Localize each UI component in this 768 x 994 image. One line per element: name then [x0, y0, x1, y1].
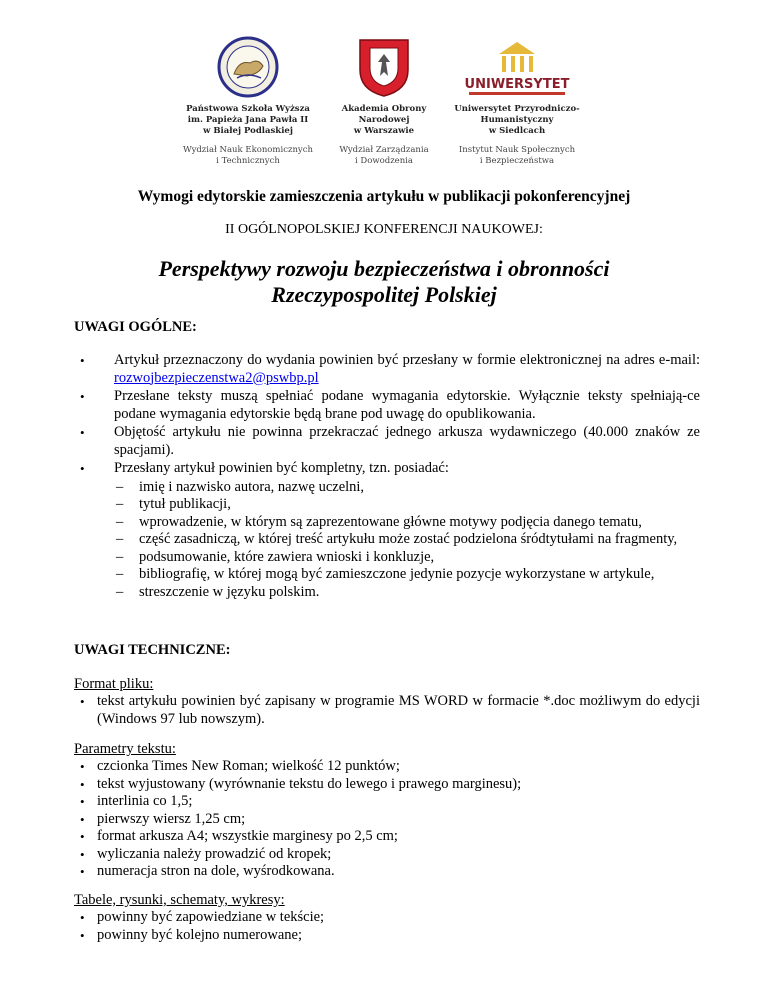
conference-title-line2: Rzeczypospolitej Polskiej: [271, 282, 497, 307]
uph-wordmark-icon: [461, 36, 573, 98]
list-item: • tekst artykułu powinien być zapisany w programie MS WORD w formacie *.doc możliwym do edycji (Windows 97 lub nowszym).: [74, 693, 700, 728]
technical-heading: UWAGI TECHNICZNE:: [74, 642, 231, 658]
logo2-line1: Akademia Obrony: [341, 104, 427, 114]
logo-uph: [442, 36, 592, 167]
tables-list: [74, 909, 700, 944]
sub-list-item: – tytuł publikacji,: [74, 496, 700, 514]
list-item: • pierwszy wiersz 1,25 cm;: [74, 811, 700, 829]
list-item: • tekst wyjustowany (wyrównanie tekstu do lewego i prawego marginesu);: [74, 776, 700, 794]
logo-aon: [320, 36, 448, 167]
email-link[interactable]: rozwojbezpieczenstwa2@pswbp.pl: [114, 369, 319, 386]
logo1-line1: Państwowa Szkoła Wyższa: [186, 104, 310, 114]
general-item1-text: Artykuł przeznaczony do wydania powinien być przesłany w formie elektronicznej na adres e-mail:: [114, 352, 700, 368]
text-params-list: [74, 758, 700, 881]
sub-list-item: – bibliografię, w której mogą być zamieszczone jedynie pozycje wykorzystane w artykule,: [74, 566, 700, 584]
logo2-line2: Narodowej: [358, 115, 410, 125]
list-item: • interlinia co 1,5;: [74, 793, 700, 811]
sub-list-item: – podsumowanie, które zawiera wnioski i konkluzje,: [74, 549, 700, 567]
list-item: [74, 352, 700, 387]
list-item: • numeracja stron na dole, wyśrodkowana.: [74, 863, 700, 881]
general-list: [74, 352, 700, 601]
logo2-line3: w Warszawie: [353, 126, 415, 136]
list-item: • format arkusza A4; wszystkie marginesy po 2,5 cm;: [74, 828, 700, 846]
sub-list-item: – wprowadzenie, w którym są zaprezentowane główne motywy podjęcia danego tematu,: [74, 514, 700, 532]
list-item: • powinny być kolejno numerowane;: [74, 927, 700, 945]
logo3-sub1: Instytut Nauk Społecznych: [458, 145, 576, 155]
logo3-sub2: i Bezpieczeństwa: [479, 156, 555, 166]
list-item: • czcionka Times New Roman; wielkość 12 punktów;: [74, 758, 700, 776]
general-heading: UWAGI OGÓLNE:: [74, 319, 197, 335]
file-format-list: [74, 693, 700, 728]
sub-list-item: – streszczenie w języku polskim.: [74, 584, 700, 602]
list-item: • Przesłane teksty muszą spełniać podane wymagania edytorskie. Wyłącznie teksty spełniają-ce podane wymagania edytorskie będą brane pod uwagę do opublikowania.: [74, 388, 700, 423]
list-item: • powinny być zapowiedziane w tekście;: [74, 909, 700, 927]
text-params-heading: Parametry tekstu:: [74, 741, 176, 757]
list-item: • wyliczania należy prowadzić od kropek;: [74, 846, 700, 864]
logo3-line1: Uniwersytet Przyrodniczo-: [454, 104, 580, 114]
document-title: Wymogi edytorskie zamieszczenia artykułu w publikacji pokonferencyjnej: [137, 188, 631, 205]
logo1-sub2: i Technicznych: [216, 156, 280, 166]
logos-header: [0, 0, 768, 180]
tables-heading: Tabele, rysunki, schematy, wykresy:: [74, 892, 285, 908]
conference-line: II OGÓLNOPOLSKIEJ KONFERENCJI NAUKOWEJ:: [225, 222, 543, 237]
logo3-line3: w Siedlcach: [488, 126, 546, 136]
list-item: • Objętość artykułu nie powinna przekraczać jednego arkusza wydawniczego (40.000 znaków ze spacjami).: [74, 424, 700, 459]
logo1-line2: im. Papieża Jana Pawła II: [187, 115, 309, 125]
logo1-line3: w Białej Podlaskiej: [203, 126, 293, 136]
conference-title-line1: Perspektywy rozwoju bezpieczeństwa i obronności: [158, 256, 610, 281]
sub-list-item: – część zasadniczą, w której treść artykułu może zostać podzielona śródtytułami na fragmenty,: [74, 531, 700, 549]
conference-title: [0, 256, 768, 308]
aon-shield-icon: [356, 36, 412, 98]
sub-list-item: – imię i nazwisko autora, nazwę uczelni,: [74, 479, 700, 497]
pswbp-seal-icon: [217, 36, 279, 98]
logo-pswbp: [168, 36, 328, 167]
logo2-sub1: Wydział Zarządzania: [339, 145, 429, 155]
logo2-sub2: i Dowodzenia: [355, 156, 413, 166]
file-format-heading: Format pliku:: [74, 676, 154, 692]
logo1-sub1: Wydział Nauk Ekonomicznych: [183, 145, 313, 155]
logo3-line2: Humanistyczny: [480, 115, 554, 125]
uph-wordmark: UNIWERSYTET: [464, 77, 570, 92]
list-item: • Przesłany artykuł powinien być kompletny, tzn. posiadać:: [74, 460, 700, 478]
